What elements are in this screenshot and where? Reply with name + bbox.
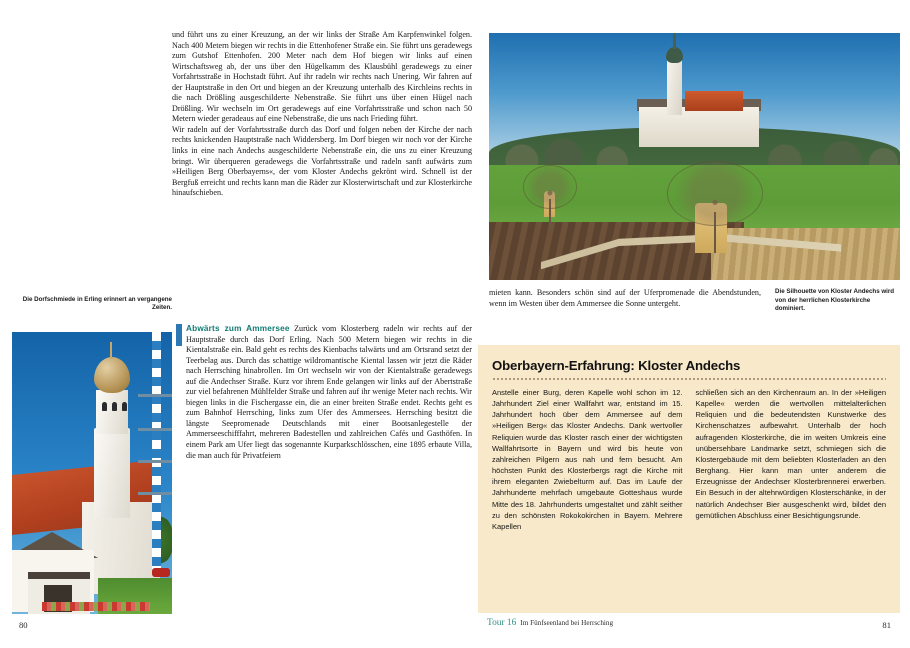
running-head-tour-title: Im Fünfseenland bei Herrsching — [520, 619, 614, 627]
right-paragraph-1: mieten kann. Besonders schön sind auf der Uferpromenade die Abendstunden, wenn im Westen über dem Ammersee die Sonne untergeht. — [489, 288, 761, 308]
left-page-section-block — [186, 324, 472, 461]
info-box-title: Oberbayern-Erfahrung: Kloster Andechs — [492, 358, 741, 373]
tower-window — [122, 402, 127, 411]
left-paragraph-1: und führt uns zu einer Kreuzung, an der wir links der Straße Am Karpfenwinkel folgen. Nach 400 Metern biegen wir rechts in die Ettenhofener Straße ein. Sie führt uns geradewegs zum Gutshof Ettenhofen. 200 Meter nach dem Hof biegen wir links auf einen Wirtschaftsweg ab, der uns über den Hügelkamm des Klausbühl geradewegs zu einer Vorfahrtsstraße in Hochstadt führt. Auf ihr radeln wir rechts nach Unering. Wir fahren auf der Hauptstraße in den Ort und biegen an der Kreuzung unterhalb des Kirchleins rechts in die nach Drößling ausgeschilderte Nebenstraße. Sie führt uns über einen Hügel nach Drößling. Wir wechseln im Ort geradewegs auf eine Vorfahrtsstraße und schon nach 50 Metern wieder geradeaus auf eine Nebenstraße, die uns nach Frieding führt. — [172, 30, 472, 124]
kloster-andechs-photo — [489, 33, 900, 280]
right-page-main-text-block — [489, 288, 761, 309]
bell-stage — [96, 390, 128, 434]
section-paragraph — [186, 324, 472, 461]
tower-window — [112, 402, 117, 411]
spire — [673, 33, 676, 49]
maypole-arm — [138, 492, 172, 495]
info-box-column-left: Anstelle einer Burg, deren Kapelle wohl schon im 12. Jahrhundert Ziel einer Wallfahrt war, entstand im 15. Jahrhundert hoch über dem Ammersee auf dem »Heiligen Berg« das Kloster Andechs. Dank wertvoller Reliquien wurde das Kloster rasch einer der wichtigsten Wallfahrtsorte in Bayern und wird bis heute von zahlreichen Pilgern aus nah und fern besucht. Am höchsten Punkt des Klosterbergs ragt die Kirche mit ihrem eleganten Zwiebelturm auf. Das im Laufe der Jahrhunderte mehrfach umgebaute Gotteshaus wurde Mitte des 18. Jahrhunderts umgestaltet und zählt seither zu den schönsten Rokokokirchen in Bayern. Mehrere Kapellen — [492, 388, 683, 531]
left-paragraph-2: Wir radeln auf der Vorfahrtsstraße durch das Dorf und folgen neben der Kirche der nach rechts knickenden Hauptstraße nach Widdersberg. Im Dorf biegen wir noch vor der Kirche links in eine nach Andechs ausgeschilderte Nebenstraße ein, die uns zu einer Kreuzung bringt. Wir überqueren geradewegs die Vorfahrtsstraße und radeln sanft aufwärts zum »Heiligen Berg Oberbayerns«, der vom Kloster Andechs gekrönt wird. Schnell ist der Bergfuß erreicht und rechts kann man die Räder zur Klosterwirtschaft und zur Klosterkirche hinaufschieben. — [172, 124, 472, 198]
bare-tree — [667, 161, 763, 253]
church-tower — [667, 59, 682, 115]
monastery-buildings — [639, 107, 759, 147]
running-head — [487, 612, 613, 630]
section-body: Zurück vom Klosterberg radeln wir rechts auf der Hauptstraße durch das Dorf Erling. Nach 500 Metern biegen wir rechts in die Kientalstraße ein. Bald geht es rechts des Kienbachs talwärts und am Ortsrand setzt der Teerbelag aus. Durch das schattige wildromantische Kiental lassen wir jetzt die Räder nach Herrsching hinabrollen. Im Ort wechseln wir von der Kientalstraße geradewegs auf die Andechser Straße. Kurz vor ihrem Ende gelangen wir links auf der Abertstraße zur viel befahrenen Mühlfelder Straße und fahren auf ihr wenige Meter nach rechts. Wir biegen links in die Fischergasse ein, die an einer breiten Straße endet. Rechts geht es zum Bahnhof Herrsching, links zum Ufer des Ammersees. Herrsching besitzt die längste Seepromenade Deutschlands mit einer Bootsanlegestelle der Ammerseeschifffahrt, mehreren Badestellen und zahlreichen Cafés und Gasthöfen. In einem Park am Ufer liegt das sogenannte Kurparkschlösschen, eine 1895 erbaute Villa, die man auch für Privatfeiern — [186, 324, 472, 460]
onion-dome — [94, 357, 130, 393]
bare-tree — [523, 165, 577, 227]
maypole — [152, 332, 161, 570]
flower-bed — [42, 602, 150, 611]
info-box-oberbayern-erfahrung — [478, 345, 900, 613]
church-red-roof — [685, 91, 743, 111]
photo-caption-dorfschmiede: Die Dorfschmiede in Erling erinnert an vergangene Zeiten. — [22, 296, 172, 312]
photo-caption-kloster-andechs: Die Silhouette von Kloster Andechs wird von der herrlichen Klosterkirche dominiert. — [775, 288, 895, 313]
left-page-main-text-block — [172, 30, 472, 199]
page-number-left: 80 — [19, 620, 28, 630]
church-tower — [94, 428, 130, 518]
tower-window — [102, 402, 107, 411]
maypole-arm — [138, 394, 172, 397]
parked-car — [152, 568, 170, 577]
maypole-arm — [138, 428, 172, 431]
page-number-right: 81 — [882, 620, 891, 630]
maypole-arm — [138, 460, 172, 463]
dorfschmiede-erling-photo — [12, 332, 172, 614]
section-lead-in: Abwärts zum Ammersee — [186, 324, 290, 333]
dotted-divider — [492, 378, 886, 380]
onion-dome — [666, 47, 683, 63]
info-box-column-right: schließen sich an den Kirchenraum an. In der »Heiligen Kapelle« werden die wertvollen mittelalterlichen Reliquien und die bedeutendsten Kunstwerke des Kirchenschatzes aufbewahrt. Unterhalb der hoch aufragenden Klosterkirche, die im weiten Umkreis eine unübersehbare Landmarke setzt, schmiegen sich die Klostergebäude mit dem beliebten Klosterladen an den Berghang. Hier kann man unter anderem die Erzeugnisse der Andechser Klosterbrennerei erwerben. Ein Besuch in der altehrwürdigen Klosterschänke, in der natürlich Andechser Bier ausgeschenkt wird, bildet den gemütlichen Abschluss einer Besichtigungsrunde. — [695, 388, 886, 520]
running-head-tour-label: Tour 16 — [487, 618, 517, 628]
section-marker — [176, 324, 182, 346]
